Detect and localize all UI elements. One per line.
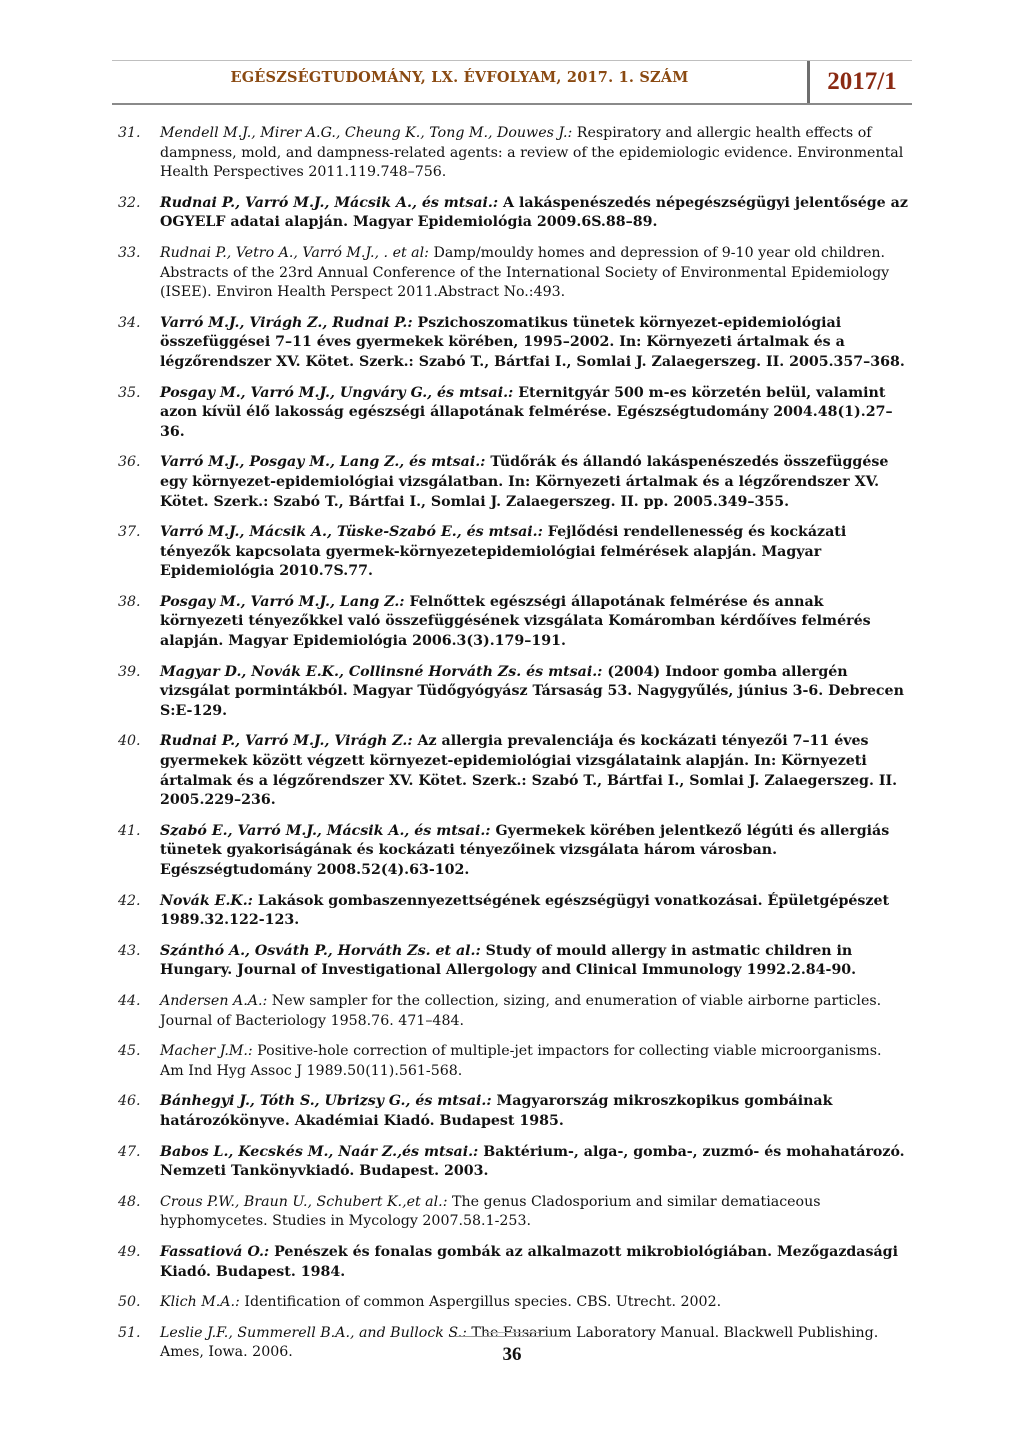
reference-text: Study of mould allergy in astmatic children in Hungary. Journal of Investigational Allergology and Clinical Immunology 1992.2.84-90. [160, 942, 857, 979]
reference-text: Respiratory and allergic health effects of dampness, mold, and dampness-related agents: a review of the epidemiologic evidence. Environmental Health Perspectives 2011.119.748–756. [160, 125, 904, 181]
reference-item [118, 314, 908, 373]
reference-authors: Rudnai P., Varró M.J., Mácsik A., és mtsai.: [160, 194, 499, 211]
reference-authors: Varró M.J., Mácsik A., Tüske-Szabó E., és mtsai.: [160, 524, 543, 541]
reference-number: 44. [118, 992, 141, 1009]
reference-authors: Bánhegyi J., Tóth S., Ubrizsy G., és mtsai.: [160, 1093, 492, 1110]
reference-item [118, 124, 908, 183]
reference-item [118, 1092, 908, 1131]
journal-title-box [112, 61, 810, 103]
reference-item [118, 992, 908, 1031]
reference-authors: Klich M.A.: [160, 1294, 240, 1311]
reference-text: The Fusarium Laboratory Manual. Blackwell Publishing. Ames, Iowa. 2006. [160, 1324, 879, 1361]
reference-authors: Fassatiová O.: [160, 1243, 270, 1260]
reference-text: Lakások gombaszennyezettségének egészségügyi vonatkozásai. Épületgépészet 1989.32.122-123. [160, 892, 890, 929]
reference-number: 47. [118, 1143, 141, 1160]
reference-number: 51. [118, 1324, 141, 1341]
reference-number: 36. [118, 454, 141, 471]
reference-item [118, 822, 908, 881]
reference-text: Magyarország mikroszkopikus gombáinak határozókönyve. Akadémiai Kiadó. Budapest 1985. [160, 1093, 833, 1129]
reference-authors: Macher J.M.: [160, 1043, 253, 1060]
reference-item [118, 593, 908, 652]
reference-authors: Andersen A.A.: [160, 992, 268, 1009]
reference-number: 48. [118, 1193, 141, 1210]
reference-item [118, 732, 908, 810]
reference-number: 34. [118, 314, 141, 331]
reference-number: 40. [118, 733, 141, 750]
reference-text: Az allergia prevalenciája és kockázati tényezői 7–11 éves gyermekek között végzett környezet-epidemiológiai vizsgálataink alapján. In: Környezeti ártalmak és a légzőrendszer XV. Kötet. Szerk.: Szabó T., Bártfai I., Somlai J. Zalaegerszeg. II. 2005.229–236. [160, 733, 898, 809]
reference-text: Gyermekek körében jelentkező légúti és allergiás tünetek gyakoriságának és kockázati tényezőinek vizsgálata három városban. Egészségtudomány 2008.52(4).63-102. [160, 822, 890, 878]
reference-text: Identification of common Aspergillus species. CBS. Utrecht. 2002. [239, 1294, 722, 1311]
reference-text: Damp/mouldy homes and depression of 9-10 year old children. Abstracts of the 23rd Annual Conference of the International Society of Environmental Epidemiology (ISEE). Environ Health Perspect 2011.Abstract No.:493. [160, 244, 890, 301]
journal-title: EGÉSZSÉGTUDOMÁNY, LX. ÉVFOLYAM, 2017. 1. SZÁM [230, 68, 689, 86]
reference-number: 49. [118, 1243, 141, 1260]
reference-authors: Magyar D., Novák E.K., Collinsné Horváth Zs. és mtsai.: [160, 663, 603, 680]
reference-authors: Varró M.J., Posgay M., Lang Z., és mtsai.: [160, 454, 486, 471]
reference-authors: Posgay M., Varró M.J., Ungváry G., és mtsai.: [160, 384, 514, 401]
reference-item [118, 1143, 908, 1182]
reference-item [118, 892, 908, 931]
reference-text: Positive-hole correction of multiple-jet impactors for collecting viable microorganisms. Am Ind Hyg Assoc J 1989.50(11).561-568. [160, 1043, 882, 1079]
reference-authors: Crous P.W., Braun U., Schubert K.,et al.: [160, 1193, 448, 1210]
reference-item [118, 1193, 908, 1232]
reference-authors: Szabó E., Varró M.J., Mácsik A., és mtsai.: [160, 822, 491, 839]
reference-item [118, 942, 908, 981]
reference-authors: Rudnai P., Varró M.J., Virágh Z.: [160, 733, 413, 750]
reference-number: 42. [118, 892, 141, 909]
reference-authors: Novák E.K.: [160, 892, 253, 909]
reference-number: 45. [118, 1043, 141, 1060]
reference-number: 31. [118, 125, 141, 141]
reference-authors: Posgay M., Varró M.J., Lang Z.: [160, 593, 405, 610]
reference-text: Eternitgyár 500 m-es körzetén belül, valamint azon kívül élő lakosság egészségi állapotának felmérése. Egészségtudomány 2004.48(1).27–36. [160, 384, 893, 440]
reference-number: 32. [118, 194, 141, 211]
reference-text: Penészek és fonalas gombák az alkalmazott mikrobiológiában. Mezőgazdasági Kiadó. Budapest. 1984. [160, 1243, 898, 1280]
reference-number: 37. [118, 524, 141, 541]
reference-number: 39. [118, 663, 141, 680]
reference-text: A lakáspenészedés népegészségügyi jelentősége az OGYELF adatai alapján. Magyar Epidemiológia 2009.6S.88–89. [160, 194, 908, 231]
reference-text: New sampler for the collection, sizing, and enumeration of viable airborne particles. Journal of Bacteriology 1958.76. 471–484. [160, 992, 882, 1029]
reference-item [118, 384, 908, 443]
reference-item [118, 1042, 908, 1081]
reference-number: 41. [118, 822, 141, 839]
running-header [112, 60, 912, 105]
reference-authors: Szánthó A., Osváth P., Horváth Zs. et al.: [160, 942, 481, 959]
reference-authors: Babos L., Kecskés M., Naár Z.,és mtsai.: [160, 1143, 479, 1160]
reference-number: 46. [118, 1093, 141, 1110]
reference-text: The genus Cladosporium and similar dematiaceous hyphomycetes. Studies in Mycology 2007.58.1-253. [160, 1193, 821, 1230]
reference-item [118, 194, 908, 233]
reference-text: (2004) Indoor gomba allergén vizsgálat pormintákból. Magyar Tüdőgyógyász Társaság 53. Nagygyűlés, június 3-6. Debrecen S:E-129. [160, 663, 904, 719]
page-number: 36 [502, 1344, 522, 1365]
reference-item [118, 1243, 908, 1282]
footer-rule-short [485, 1332, 539, 1333]
reference-item [118, 244, 908, 303]
reference-item [118, 1293, 908, 1313]
reference-text: Felnőttek egészségi állapotának felmérése és annak környezeti tényezőkkel való összefüggésének vizsgálata Komáromban kérdőíves felmérés alapján. Magyar Epidemiológia 2006.3(3).179–191. [160, 593, 871, 650]
reference-authors: Leslie J.F., Summerell B.A., and Bullock S.: [160, 1324, 467, 1341]
reference-number: 38. [118, 593, 141, 610]
reference-number: 35. [118, 384, 141, 401]
reference-text: Pszichoszomatikus tünetek környezet-epidemiológiai összefüggései 7–11 éves gyermekek körében, 1995–2002. In: Környezeti ártalmak és a légzőrendszer XV. Kötet. Szerk.: Szabó T., Bártfai I., Somlai J. Zalaegerszeg. II. 2005.357–368. [160, 314, 905, 370]
reference-text: Tüdőrák és állandó lakáspenészedés összefüggése egy környezet-epidemiológiai vizsgálatban. In: Környezeti ártalmak és a légzőrendszer XV. Kötet. Szerk.: Szabó T., Bártfai I., Somlai J. Zalaegerszeg. II. pp. 2005.349–355. [160, 454, 889, 510]
issue-label: 2017/1 [827, 68, 897, 95]
reference-item [118, 523, 908, 582]
reference-number: 50. [118, 1294, 141, 1311]
reference-authors: Mendell M.J., Mirer A.G., Cheung K., Tong M., Douwes J.: [160, 125, 573, 141]
reference-authors: Rudnai P., Vetro A., Varró M.J., . et al: [160, 244, 429, 261]
reference-text: Baktérium-, alga-, gomba-, zuzmó- és mohahatározó. Nemzeti Tankönyvkiadó. Budapest. 2003. [160, 1143, 905, 1180]
reference-text: Fejlődési rendellenesség és kockázati tényezők kapcsolata gyermek-környezetepidemiológiai felmérések alapján. Magyar Epidemiológia 2010.7S.77. [160, 524, 847, 580]
reference-number: 33. [118, 244, 141, 261]
reference-number: 43. [118, 942, 141, 959]
reference-item [118, 453, 908, 512]
reference-list [118, 124, 908, 1374]
reference-item [118, 663, 908, 722]
reference-authors: Varró M.J., Virágh Z., Rudnai P.: [160, 314, 413, 331]
footer-rule [455, 1336, 569, 1337]
